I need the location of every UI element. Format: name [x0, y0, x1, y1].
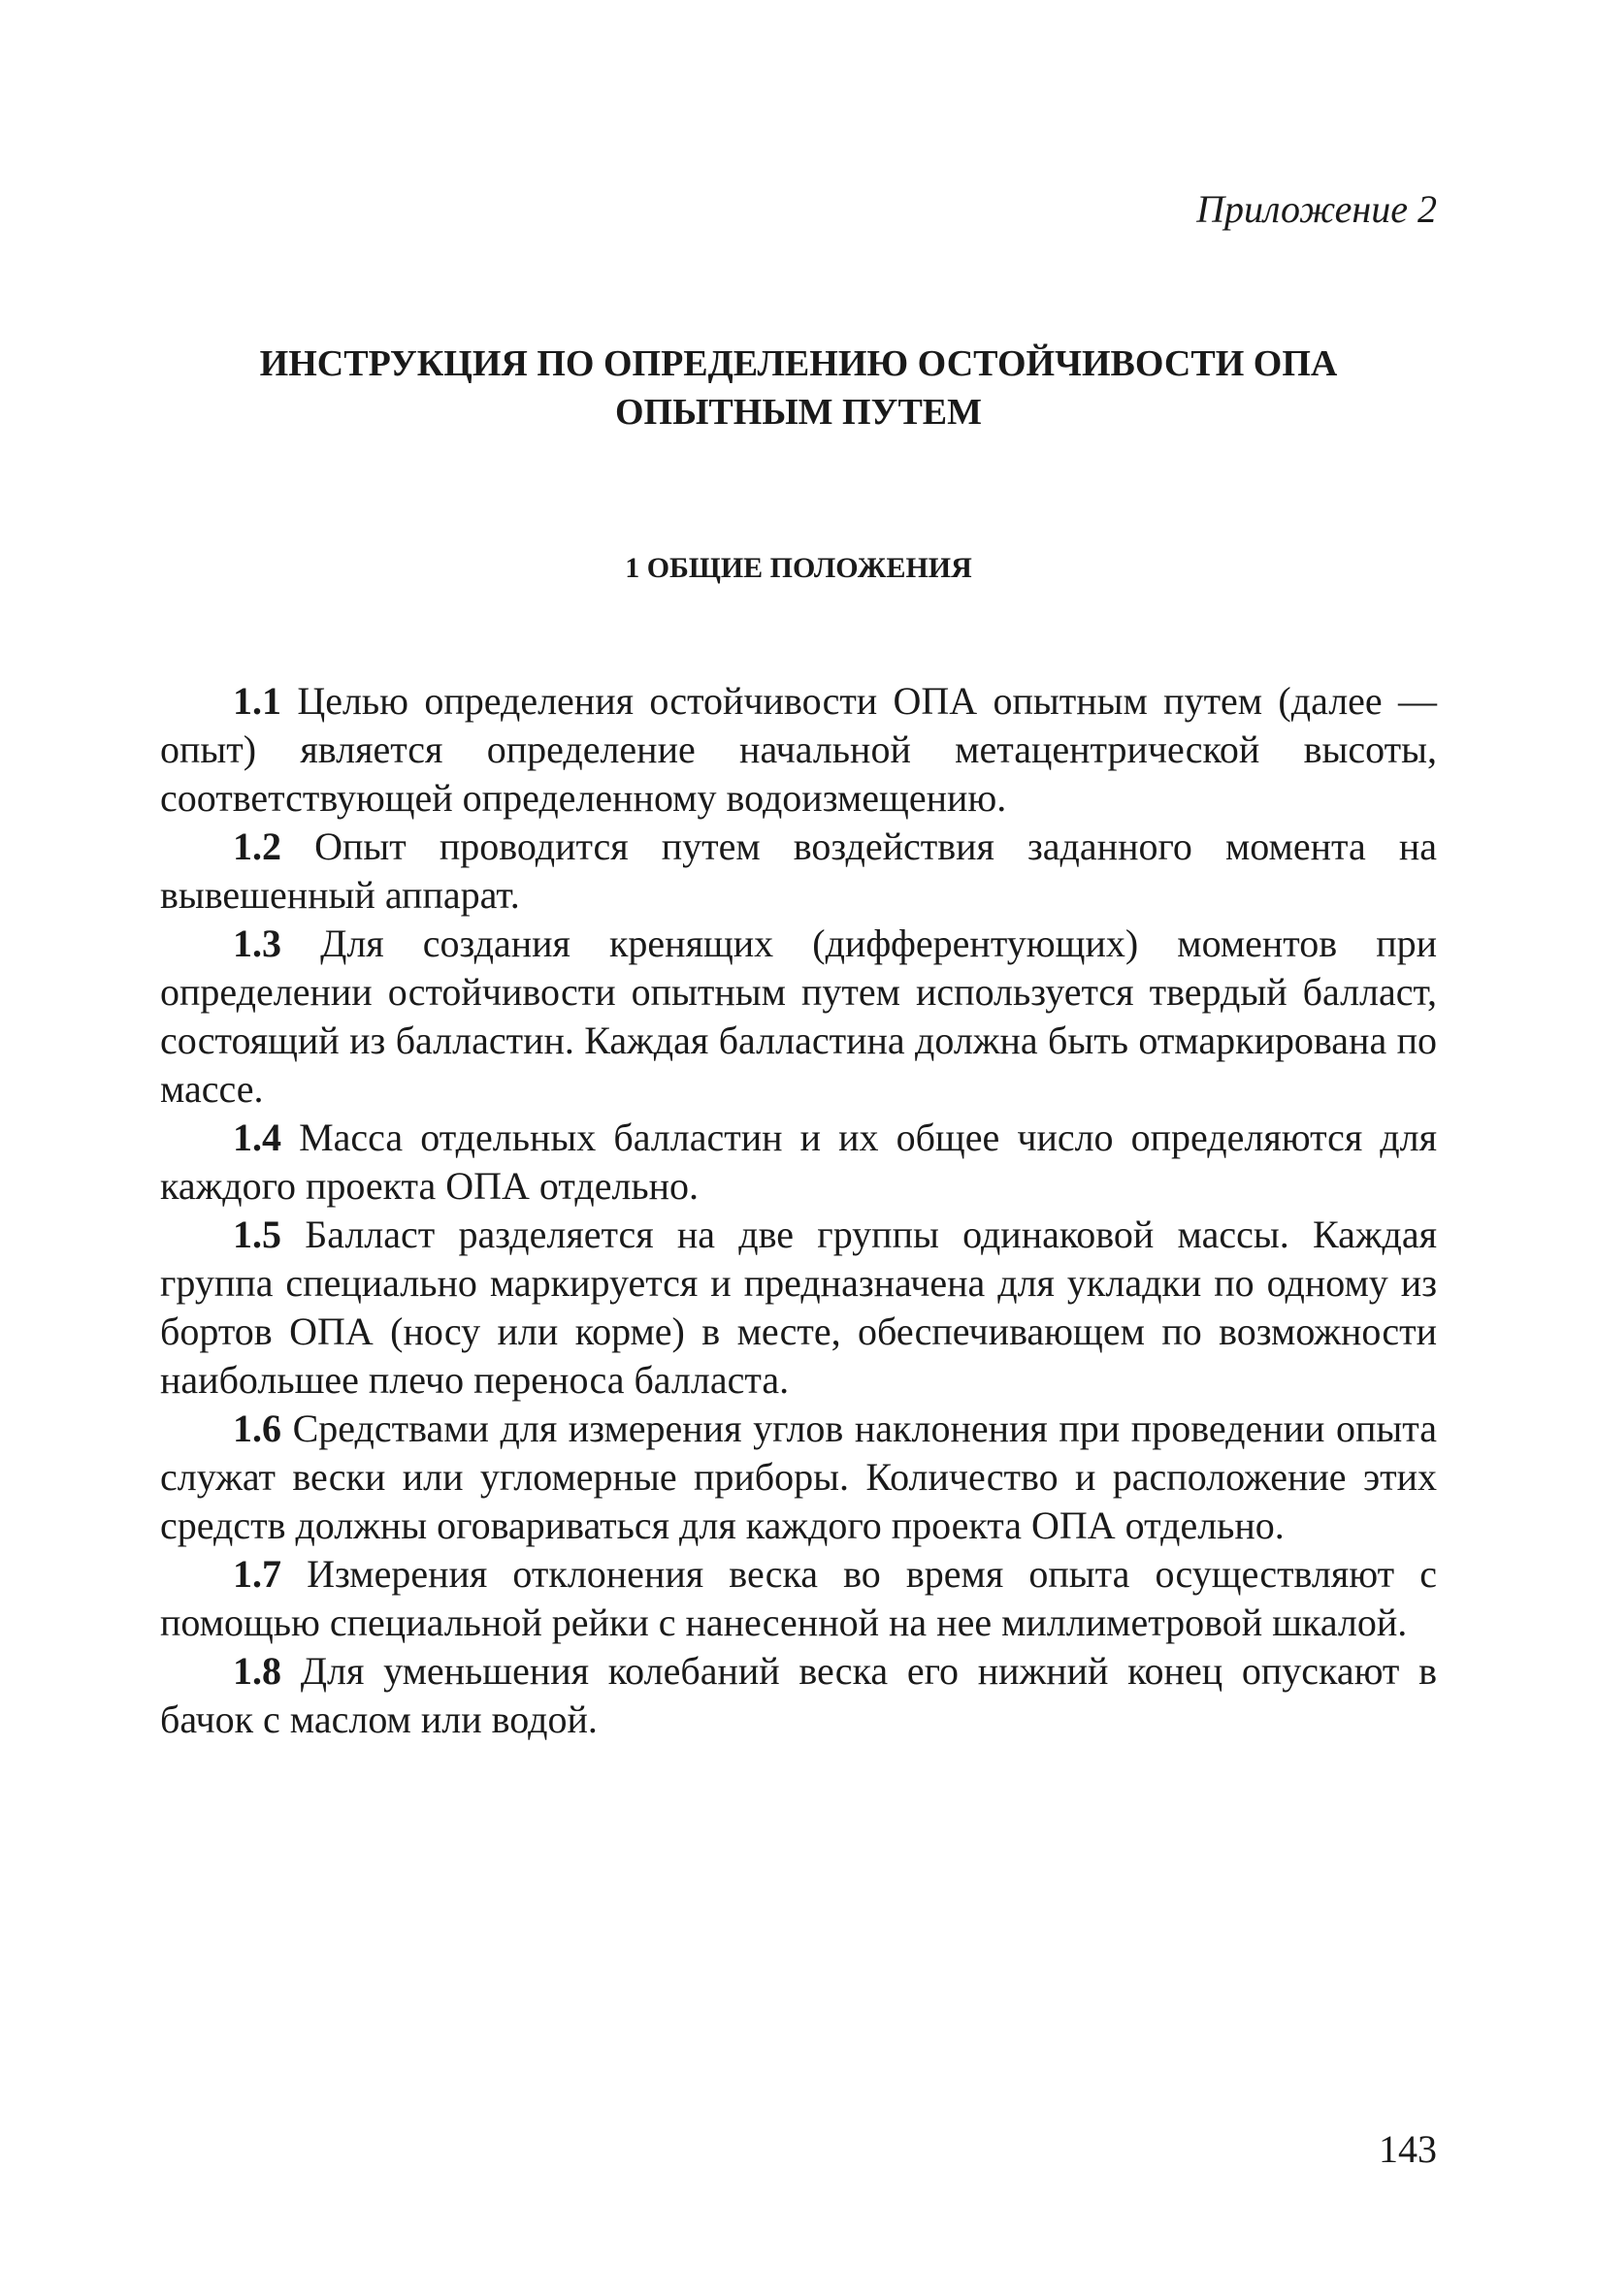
paragraph-text: Для создания кренящих (дифферентующих) моментов при определении остойчивости опытным путем используется твердый балласт, состоящий из балластин. Каждая балластина должна быть отмаркирована по массе.	[160, 922, 1437, 1111]
body-text	[160, 677, 1437, 1744]
title-line-2: ОПЫТНЫМ ПУТЕМ	[614, 392, 982, 433]
paragraph-text: Балласт разделяется на две группы одинаковой массы. Каждая группа специально маркируется и предназначена для укладки по одному из бортов ОПА (носу или корме) в месте, обеспечивающем по возможности наибольшее плечо переноса балласта.	[160, 1213, 1437, 1402]
paragraph	[160, 1114, 1437, 1211]
paragraph-text: Для уменьшения колебаний веска его нижний конец опускают в бачок с маслом или водой.	[160, 1649, 1438, 1741]
paragraph-text: Измерения отклонения веска во время опыта осуществляют с помощью специальной рейки с нанесенной на нее миллиметровой шкалой.	[160, 1552, 1437, 1644]
paragraph	[160, 1550, 1437, 1647]
title-line-1: ИНСТРУКЦИЯ ПО ОПРЕДЕЛЕНИЮ ОСТОЙЧИВОСТИ ОПА	[259, 343, 1338, 384]
paragraph	[160, 1405, 1437, 1550]
paragraph-text: Опыт проводится путем воздействия заданного момента на вывешенный аппарат.	[160, 825, 1438, 917]
paragraph-number: 1.2	[233, 825, 281, 868]
page-number: 143	[1379, 2127, 1437, 2171]
paragraph-number: 1.7	[233, 1552, 281, 1596]
paragraph-number: 1.3	[233, 922, 281, 965]
section-heading: 1 ОБЩИЕ ПОЛОЖЕНИЯ	[625, 552, 972, 584]
paragraph-number: 1.4	[233, 1116, 281, 1159]
appendix-label: Приложение 2	[1196, 187, 1437, 231]
paragraph	[160, 920, 1437, 1114]
paragraph	[160, 1647, 1437, 1744]
paragraph-text: Средствами для измерения углов наклонения при проведении опыта служат вески или угломерные приборы. Количество и расположение этих средств должны оговариваться для каждого проекта ОПА отдельно.	[160, 1407, 1438, 1547]
paragraph-number: 1.1	[233, 679, 281, 723]
paragraph	[160, 677, 1437, 823]
paragraph	[160, 823, 1437, 920]
paragraph-text: Целью определения остойчивости ОПА опытным путем (далее — опыт) является определение начальной метацентрической высоты, соответствующей определенному водоизмещению.	[160, 679, 1437, 820]
paragraph-number: 1.5	[233, 1213, 281, 1256]
paragraph-text: Масса отдельных балластин и их общее число определяются для каждого проекта ОПА отдельно.	[160, 1116, 1438, 1208]
paragraph	[160, 1211, 1437, 1405]
paragraph-number: 1.6	[233, 1407, 281, 1450]
document-title	[160, 340, 1437, 437]
paragraph-number: 1.8	[233, 1649, 281, 1693]
